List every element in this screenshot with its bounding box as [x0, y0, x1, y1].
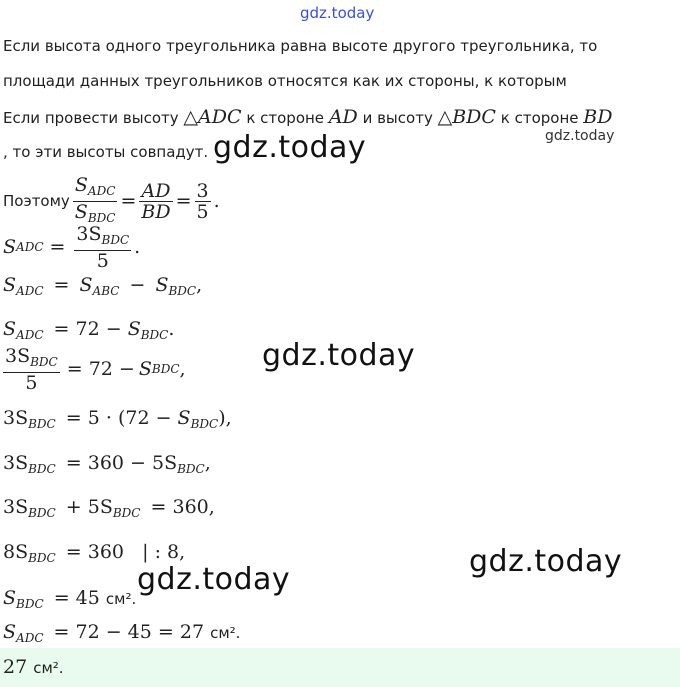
intro-line-1: Если высота одного треугольника равна высоте другого треугольника, то	[3, 37, 598, 55]
step-equation: $\frac{3S_{BDC}}{5}$ = 72 − S BDC ,	[5, 344, 186, 394]
watermark-large: gdz.today	[469, 544, 623, 579]
watermark-large: gdz.today	[262, 338, 416, 373]
fraction-3sbdc-5: $\frac{3S_{BDC}}{5}$	[5, 344, 58, 394]
math-triangle-bdc: △BDC	[437, 106, 496, 128]
period: .	[213, 190, 220, 212]
step-ratio	[3, 173, 220, 226]
intro-text: к стороне	[500, 109, 579, 127]
watermark-top: gdz.today	[300, 4, 375, 22]
answer-value: 27	[3, 656, 28, 678]
intro-line-2: площади данных треугольников относятся как их стороны, к которым	[3, 72, 567, 90]
watermark-small: gdz.today	[545, 128, 615, 144]
intro-text: Если провести высоту	[3, 109, 179, 127]
intro-text: к стороне	[246, 109, 325, 127]
fraction-3-5: $\frac{3}{5}$	[196, 179, 209, 223]
step-divide: $8S_{BDC} = 360$ | : 8,	[3, 541, 186, 565]
step-sadc-fraction: S ADC = $\frac{3S_{BDC}}{5}$ .	[3, 222, 141, 272]
step-multiply: $3S_{BDC} = 5 \cdot (72 - S_{BDC})$,	[3, 407, 232, 431]
intro-text: и высоту	[362, 109, 433, 127]
math-side-bd: BD	[583, 106, 613, 128]
step-collect: $3S_{BDC} + 5S_{BDC} = 360$,	[3, 496, 215, 520]
answer-box	[0, 648, 680, 687]
step-expand: $3S_{BDC} = 360 - 5S_{BDC}$,	[3, 452, 211, 476]
fraction-s-ratio: $\frac{S_{ADC}}{S_{BDC}}$	[74, 173, 116, 225]
answer-text	[3, 656, 64, 678]
answer-unit: см².	[33, 659, 64, 677]
step-72-minus: $S_{ADC} = 72 - S_{BDC}$.	[3, 318, 175, 342]
intro-line-4: , то эти высоты совпадут.	[3, 143, 209, 161]
fraction-3sbdc-5: $\frac{3S_{BDC}}{5}$	[76, 222, 130, 272]
label-poetomu: Поэтому	[3, 192, 70, 210]
step-sbdc-result: $S_{BDC} = 45$ см².	[3, 587, 137, 611]
fraction-ad-bd: $\frac{AD}{BD}$	[141, 179, 171, 223]
watermark-large: gdz.today	[213, 130, 367, 165]
equals-sign: =	[120, 190, 137, 212]
math-side-ad: AD	[328, 106, 358, 128]
watermark-large: gdz.today	[137, 562, 291, 597]
math-triangle-adc: △ADC	[183, 106, 242, 128]
step-difference: $S_{ADC} = S_{ABC} - S_{BDC}$,	[3, 274, 203, 298]
intro-line-3	[3, 106, 612, 128]
equals-sign: =	[175, 190, 192, 212]
step-sadc-result: $S_{ADC} = 72 - 45 = 27$ см².	[3, 621, 241, 645]
